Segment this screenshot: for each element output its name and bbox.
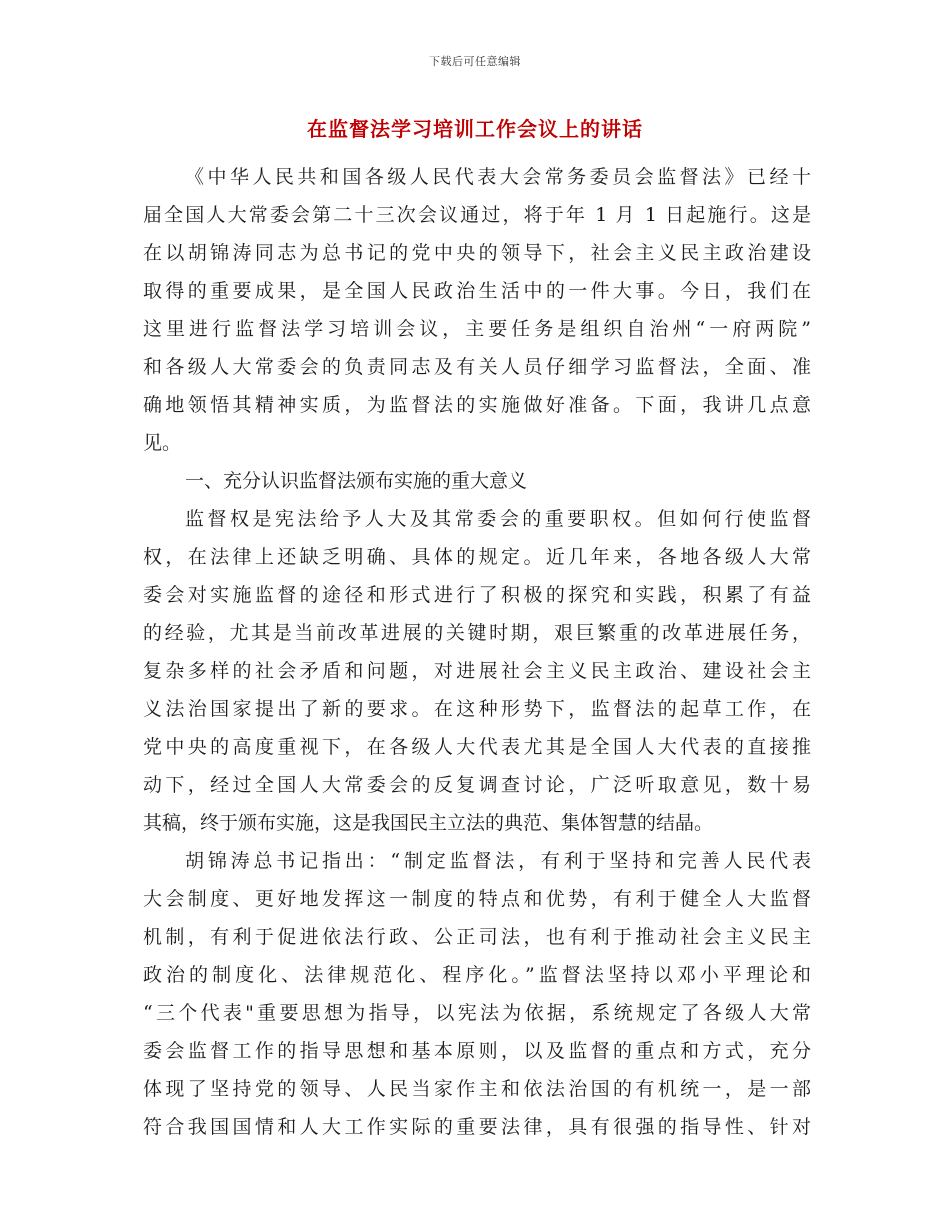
text-line: “三个代表"重要思想为指导，以宪法为依据，系统规定了各级人大常	[143, 1002, 811, 1024]
page-header-note: 下载后可任意编辑	[429, 55, 521, 68]
text-line: 确地领悟其精神实质，为监督法的实施做好准备。下面，我讲几点意	[143, 394, 811, 416]
text-line: 权，在法律上还缺乏明确、具体的规定。近几年来，各地各级人大常	[143, 546, 811, 568]
text-line: 其稿，终于颁布实施，这是我国民主立法的典范、集体智慧的结晶。	[143, 812, 714, 834]
paragraph-supervision-power	[143, 500, 811, 842]
paragraph-quote	[143, 842, 811, 1146]
text-line: 胡锦涛总书记指出：“制定监督法，有利于坚持和完善人民代表	[185, 850, 811, 872]
text-line: 大会制度、更好地发挥这一制度的特点和优势，有利于健全人大监督	[143, 888, 811, 910]
text-line: 这里进行监督法学习培训会议，主要任务是组织自治州“一府两院”	[143, 318, 811, 340]
text-line: 届全国人大常委会第二十三次会议通过，将于年 1 月 1 日起施行。这是	[143, 204, 811, 226]
text-line: 符合我国国情和人大工作实际的重要法律，具有很强的指导性、针对	[143, 1116, 811, 1138]
text-line: 体现了坚持党的领导、人民当家作主和依法治国的有机统一，是一部	[143, 1078, 811, 1100]
text-line: 动下，经过全国人大常委会的反复调查讨论，广泛听取意见，数十易	[143, 774, 811, 796]
text-line: 机制，有利于促进依法行政、公正司法，也有利于推动社会主义民主	[143, 926, 811, 948]
text-line: 取得的重要成果，是全国人民政治生活中的一件大事。今日，我们在	[143, 280, 811, 302]
text-line: 一、充分认识监督法颁布实施的重大意义	[185, 470, 528, 492]
document-body	[143, 158, 811, 1146]
text-line: 委会监督工作的指导思想和基本原则，以及监督的重点和方式，充分	[143, 1040, 811, 1062]
text-line: 在以胡锦涛同志为总书记的党中央的领导下，社会主义民主政治建设	[143, 242, 811, 264]
paragraph-intro	[143, 158, 811, 462]
document-title: 在监督法学习培训工作会议上的讲话	[307, 117, 643, 141]
text-line: 见。	[143, 432, 182, 454]
text-line: 《中华人民共和国各级人民代表大会常务委员会监督法》已经十	[185, 166, 811, 188]
text-line: 的经验，尤其是当前改革进展的关键时期，艰巨繁重的改革进展任务，	[143, 622, 811, 644]
text-line: 义法治国家提出了新的要求。在这种形势下，监督法的起草工作，在	[143, 698, 811, 720]
text-line: 政治的制度化、法律规范化、程序化。”监督法坚持以邓小平理论和	[143, 964, 811, 986]
text-line: 和各级人大常委会的负责同志及有关人员仔细学习监督法，全面、准	[143, 356, 811, 378]
text-line: 党中央的高度重视下，在各级人大代表尤其是全国人大代表的直接推	[143, 736, 811, 758]
section-heading	[143, 462, 811, 500]
text-line: 复杂多样的社会矛盾和问题，对进展社会主义民主政治、建设社会主	[143, 660, 811, 682]
text-line: 监督权是宪法给予人大及其常委会的重要职权。但如何行使监督	[185, 508, 811, 530]
text-line: 委会对实施监督的途径和形式进行了积极的探究和实践，积累了有益	[143, 584, 811, 606]
